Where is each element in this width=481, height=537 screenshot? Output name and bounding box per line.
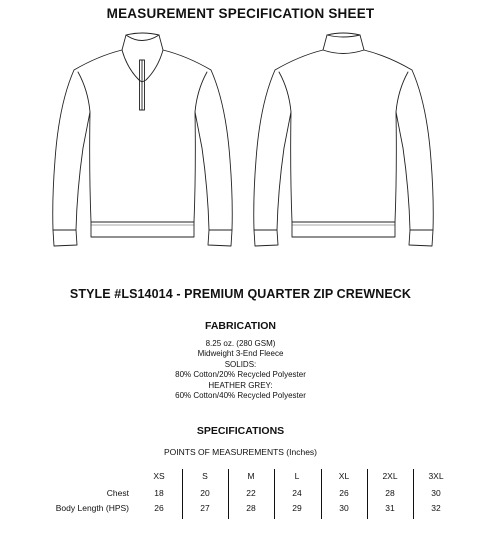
size-header: 3XL [428, 471, 444, 481]
table-cell: 29 [292, 503, 302, 513]
style-title: STYLE #LS14014 - PREMIUM QUARTER ZIP CREWNECK [69, 287, 412, 301]
size-header: 2XL [382, 471, 398, 481]
row-label-body-length: Body Length (HPS) [55, 503, 129, 513]
back-sketch [251, 30, 436, 255]
fabrication-line: Midweight 3-End Fleece [197, 349, 284, 359]
table-cell: 27 [200, 503, 210, 513]
table-cell: 30 [339, 503, 349, 513]
size-header: XL [338, 471, 350, 481]
front-sketch [50, 30, 235, 255]
specifications-subheading: POINTS OF MEASUREMENTS (Inches) [163, 447, 318, 457]
column-divider [228, 469, 229, 519]
fabrication-line: 80% Cotton/20% Recycled Polyester [175, 370, 306, 380]
size-header: L [294, 471, 300, 481]
sheet-title: MEASUREMENT SPECIFICATION SHEET [106, 6, 375, 21]
column-divider [182, 469, 183, 519]
table-cell: 22 [246, 488, 256, 498]
size-header: XS [153, 471, 165, 481]
fabrication-details [0, 339, 481, 401]
table-cell: 32 [431, 503, 441, 513]
table-cell: 30 [431, 488, 441, 498]
fabrication-line: 60% Cotton/40% Recycled Polyester [175, 391, 306, 401]
table-cell: 18 [154, 488, 164, 498]
table-cell: 26 [154, 503, 164, 513]
table-cell: 28 [246, 503, 256, 513]
column-divider [321, 469, 322, 519]
table-cell: 20 [200, 488, 210, 498]
table-cell: 31 [385, 503, 395, 513]
table-cell: 24 [292, 488, 302, 498]
fabrication-line: 8.25 oz. (280 GSM) [205, 339, 276, 348]
column-divider [413, 469, 414, 519]
column-divider [367, 469, 368, 519]
fabrication-heading: FABRICATION [205, 320, 276, 332]
size-header: S [202, 471, 208, 481]
table-cell: 28 [385, 488, 395, 498]
measurement-table [0, 469, 481, 519]
row-label-chest: Chest [106, 488, 129, 498]
specifications-heading: SPECIFICATIONS [196, 425, 285, 437]
fabrication-line: HEATHER GREY: [208, 380, 273, 390]
table-cell: 26 [339, 488, 349, 498]
column-divider [274, 469, 275, 519]
size-header: M [247, 471, 255, 481]
fabrication-line: SOLIDS: [224, 359, 257, 369]
